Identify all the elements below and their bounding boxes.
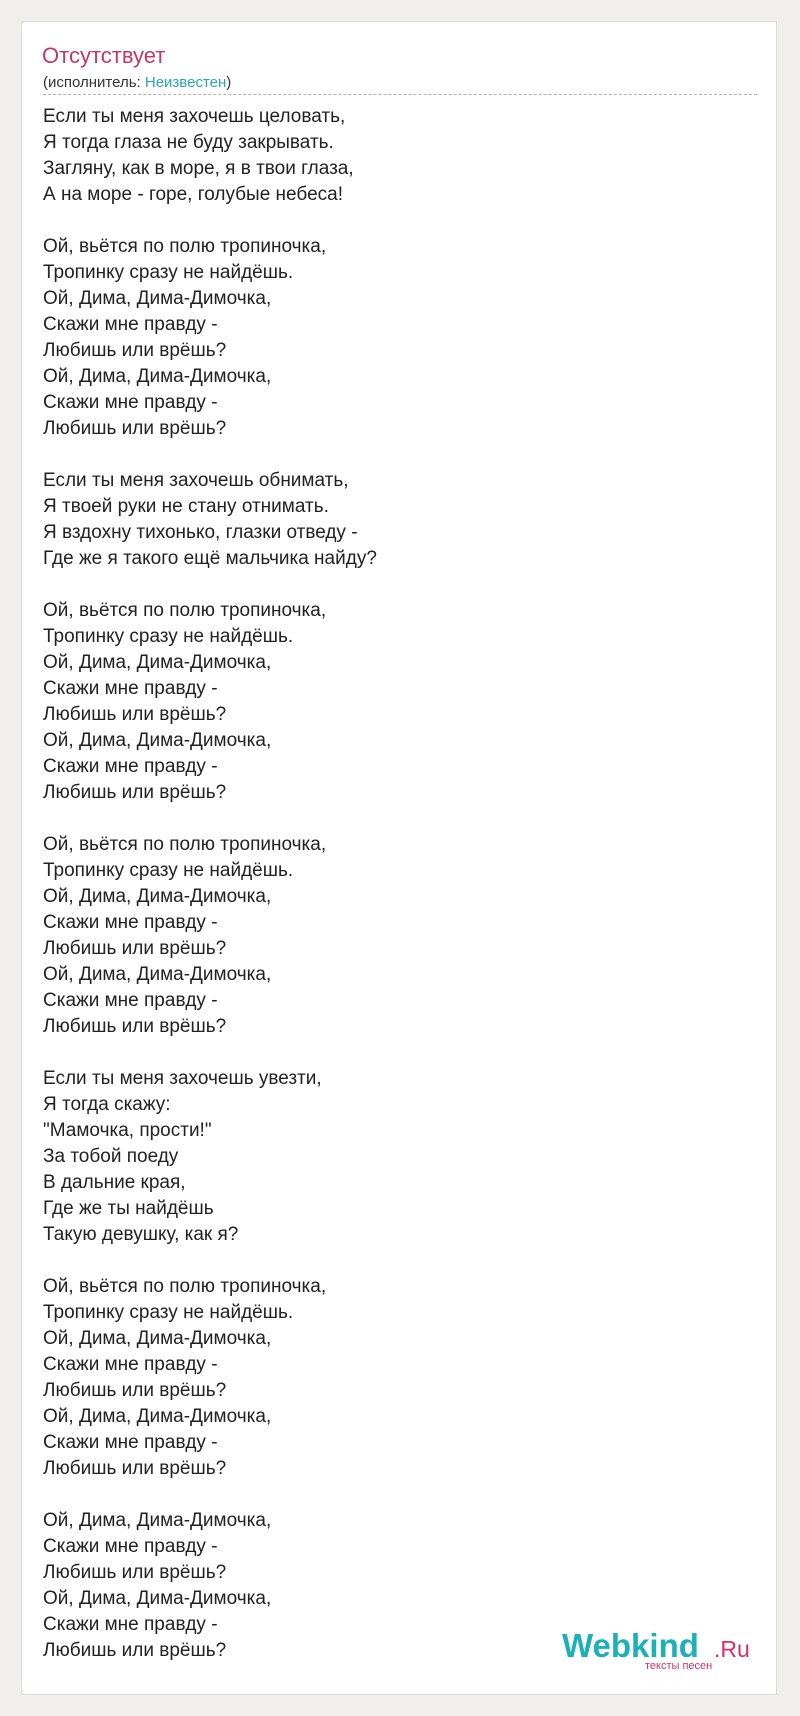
lyrics-line: Если ты меня захочешь увезти, xyxy=(43,1068,322,1089)
lyrics-stanza xyxy=(43,468,743,572)
lyrics-line: Тропинку сразу не найдёшь. xyxy=(43,262,294,283)
lyrics-stanza xyxy=(43,598,743,806)
artist-link[interactable]: Неизвестен xyxy=(144,74,227,91)
lyrics-stanza xyxy=(43,1274,743,1482)
lyrics-line: Любишь или врёшь? xyxy=(43,1458,227,1479)
artist-suffix: ) xyxy=(226,74,232,91)
lyrics-line: Любишь или врёшь? xyxy=(43,782,227,803)
lyrics-line: А на море - горе, голубые небеса! xyxy=(43,184,343,205)
lyrics-line: За тобой поеду xyxy=(43,1146,179,1167)
lyrics-line: Ой, вьётся по полю тропиночка, xyxy=(43,600,327,621)
lyrics-line: Ой, Дима, Дима-Димочка, xyxy=(43,288,272,309)
lyrics-stanza xyxy=(43,234,743,442)
lyrics-line: Скажи мне правду - xyxy=(43,756,218,777)
artist-prefix: (исполнитель: xyxy=(43,74,145,91)
lyrics-line: Ой, вьётся по полю тропиночка, xyxy=(43,834,327,855)
lyrics-line: Где же ты найдёшь xyxy=(43,1198,214,1219)
lyrics-line: Скажи мне правду - xyxy=(43,1432,218,1453)
lyrics-line: Я тогда скажу: xyxy=(43,1094,171,1115)
lyrics-line: Я вздохну тихонько, глазки отведу - xyxy=(43,522,358,543)
lyrics-stanza xyxy=(43,1066,743,1248)
lyrics-line: Ой, Дима, Дима-Димочка, xyxy=(43,1588,272,1609)
lyrics-text xyxy=(43,104,743,1690)
logo-tagline: тексты песен xyxy=(645,1660,713,1672)
lyrics-line: Скажи мне правду - xyxy=(43,1354,218,1375)
lyrics-line: Если ты меня захочешь обнимать, xyxy=(43,470,349,491)
lyrics-line: Я тогда глаза не буду закрывать. xyxy=(43,132,334,153)
lyrics-line: "Мамочка, прости!" xyxy=(43,1120,212,1141)
lyrics-line: Ой, Дима, Дима-Димочка, xyxy=(43,730,272,751)
artist-line xyxy=(43,73,231,93)
lyrics-card xyxy=(21,21,777,1695)
lyrics-line: Любишь или врёшь? xyxy=(43,1562,227,1583)
lyrics-line: Любишь или врёшь? xyxy=(43,1016,227,1037)
lyrics-line: Ой, Дима, Дима-Димочка, xyxy=(43,366,272,387)
lyrics-line: Тропинку сразу не найдёшь. xyxy=(43,860,294,881)
lyrics-stanza xyxy=(43,832,743,1040)
lyrics-line: Ой, Дима, Дима-Димочка, xyxy=(43,1510,272,1531)
lyrics-line: Загляну, как в море, я в твои глаза, xyxy=(43,158,354,179)
lyrics-line: Скажи мне правду - xyxy=(43,392,218,413)
logo-tld: .Ru xyxy=(714,1636,750,1662)
logo-brand: Webkind xyxy=(562,1627,699,1664)
lyrics-line: Любишь или врёшь? xyxy=(43,418,227,439)
lyrics-line: Ой, Дима, Дима-Димочка, xyxy=(43,964,272,985)
lyrics-stanza xyxy=(43,104,743,208)
lyrics-line: Я твоей руки не стану отнимать. xyxy=(43,496,329,517)
lyrics-line: Ой, вьётся по полю тропиночка, xyxy=(43,236,327,257)
title-divider xyxy=(43,94,757,95)
lyrics-line: Ой, Дима, Дима-Димочка, xyxy=(43,1406,272,1427)
lyrics-line: Скажи мне правду - xyxy=(43,314,218,335)
lyrics-line: Ой, Дима, Дима-Димочка, xyxy=(43,886,272,907)
lyrics-line: Скажи мне правду - xyxy=(43,1614,218,1635)
lyrics-line: Скажи мне правду - xyxy=(43,912,218,933)
lyrics-line: Любишь или врёшь? xyxy=(43,1380,227,1401)
lyrics-line: Где же я такого ещё мальчика найду? xyxy=(43,548,377,569)
song-title: Отсутствует xyxy=(42,43,166,68)
lyrics-line: Скажи мне правду - xyxy=(43,990,218,1011)
lyrics-line: Любишь или врёшь? xyxy=(43,340,227,361)
lyrics-line: В дальние края, xyxy=(43,1172,186,1193)
lyrics-line: Ой, Дима, Дима-Димочка, xyxy=(43,652,272,673)
lyrics-line: Любишь или врёшь? xyxy=(43,704,227,725)
lyrics-line: Ой, вьётся по полю тропиночка, xyxy=(43,1276,327,1297)
lyrics-line: Любишь или врёшь? xyxy=(43,1640,227,1661)
site-logo[interactable] xyxy=(562,1628,762,1670)
lyrics-line: Любишь или врёшь? xyxy=(43,938,227,959)
lyrics-line: Скажи мне правду - xyxy=(43,678,218,699)
lyrics-line: Скажи мне правду - xyxy=(43,1536,218,1557)
lyrics-line: Тропинку сразу не найдёшь. xyxy=(43,626,294,647)
lyrics-line: Ой, Дима, Дима-Димочка, xyxy=(43,1328,272,1349)
lyrics-line: Если ты меня захочешь целовать, xyxy=(43,106,346,127)
lyrics-line: Тропинку сразу не найдёшь. xyxy=(43,1302,294,1323)
lyrics-line: Такую девушку, как я? xyxy=(43,1224,239,1245)
